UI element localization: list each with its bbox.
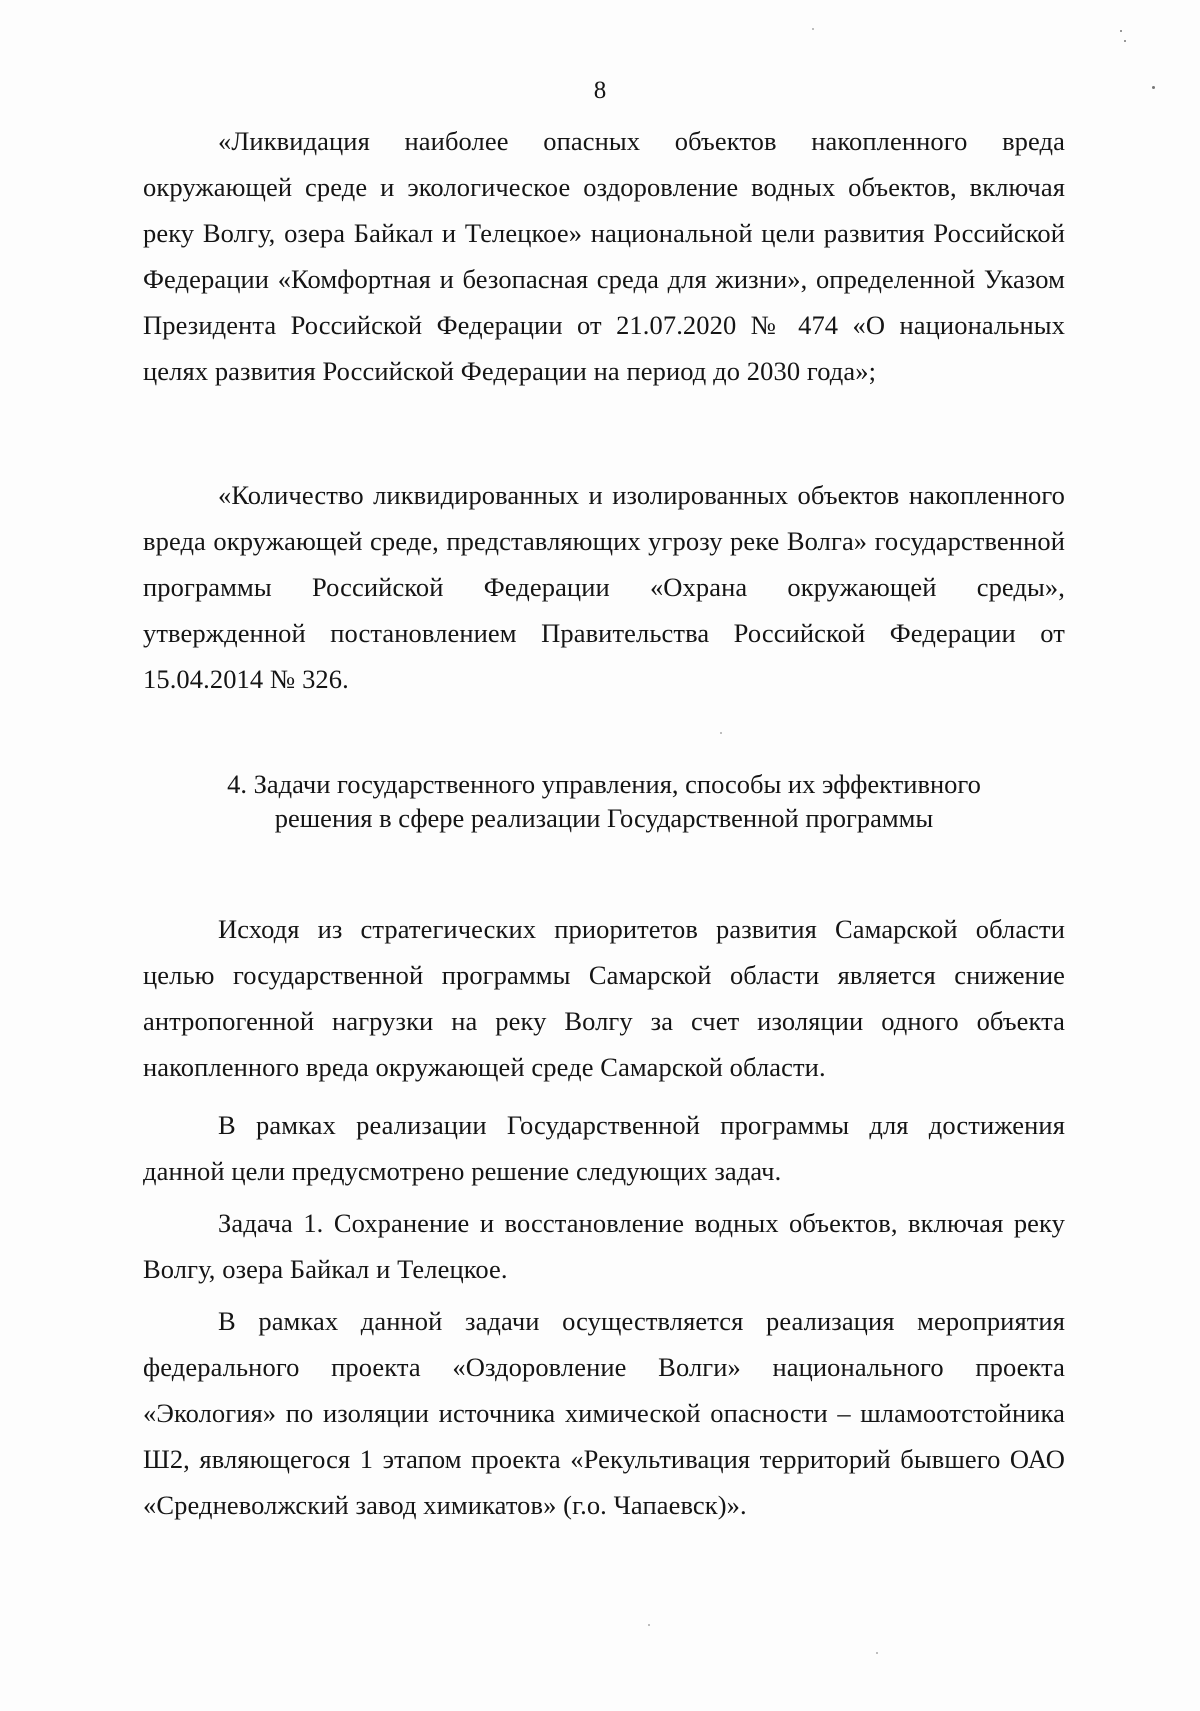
paragraph-task-1: Задача 1. Сохранение и восстановление водных объектов, включая реку Волгу, озера Байкал и Телецкое. <box>143 1208 1065 1284</box>
section-heading-line-2: решения в сфере реализации Государственной программы <box>274 803 934 833</box>
scan-speck <box>648 1624 650 1626</box>
paragraph-goal-count: «Количество ликвидированных и изолированных объектов накопленного вреда окружающей среде, представляющих угрозу реке Волга» государственной программы Российской Федерации «Охрана окружающей среды», утвержденной постановлением Правительства Российской Федерации от 15.04.2014 № 326. <box>143 480 1065 694</box>
paragraph-strategic-priorities: Исходя из стратегических приоритетов развития Самарской области целью государственной программы Самарской области является снижение антропогенной нагрузки на реку Волгу за счет изоляции одного объекта накопленного вреда окружающей среде Самарской области. <box>143 914 1065 1082</box>
paragraph-task-1-details: В рамках данной задачи осуществляется реализация мероприятия федерального проекта «Оздоровление Волги» национального проекта «Экология» по изоляции источника химической опасности – шламоотстойника Ш2, являющегося 1 этапом проекта «Рекультивация территорий бывшего ОАО «Средневолжский завод химикатов» (г.о. Чапаевск)». <box>143 1306 1065 1520</box>
page-number: 8 <box>593 77 607 104</box>
scan-speck <box>876 1652 878 1654</box>
section-heading <box>143 767 1065 835</box>
scan-speck <box>720 732 722 734</box>
scan-speck <box>1120 30 1122 32</box>
scan-speck <box>1124 40 1126 42</box>
scan-speck <box>1152 86 1155 89</box>
paragraph-tasks-intro: В рамках реализации Государственной программы для достижения данной цели предусмотрено решение следующих задач. <box>143 1110 1065 1186</box>
scan-speck <box>812 28 814 30</box>
section-heading-line-1: 4. Задачи государственного управления, способы их эффективного <box>227 769 981 799</box>
paragraph-goal-liquidation: «Ликвидация наиболее опасных объектов накопленного вреда окружающей среде и экологическое оздоровление водных объектов, включая реку Волгу, озера Байкал и Телецкое» национальной цели развития Российской Федерации «Комфортная и безопасная среда для жизни», определенной Указом Президента Российской Федерации от 21.07.2020 № 474 «О национальных целях развития Российской Федерации на период до 2030 года»; <box>143 126 1065 386</box>
